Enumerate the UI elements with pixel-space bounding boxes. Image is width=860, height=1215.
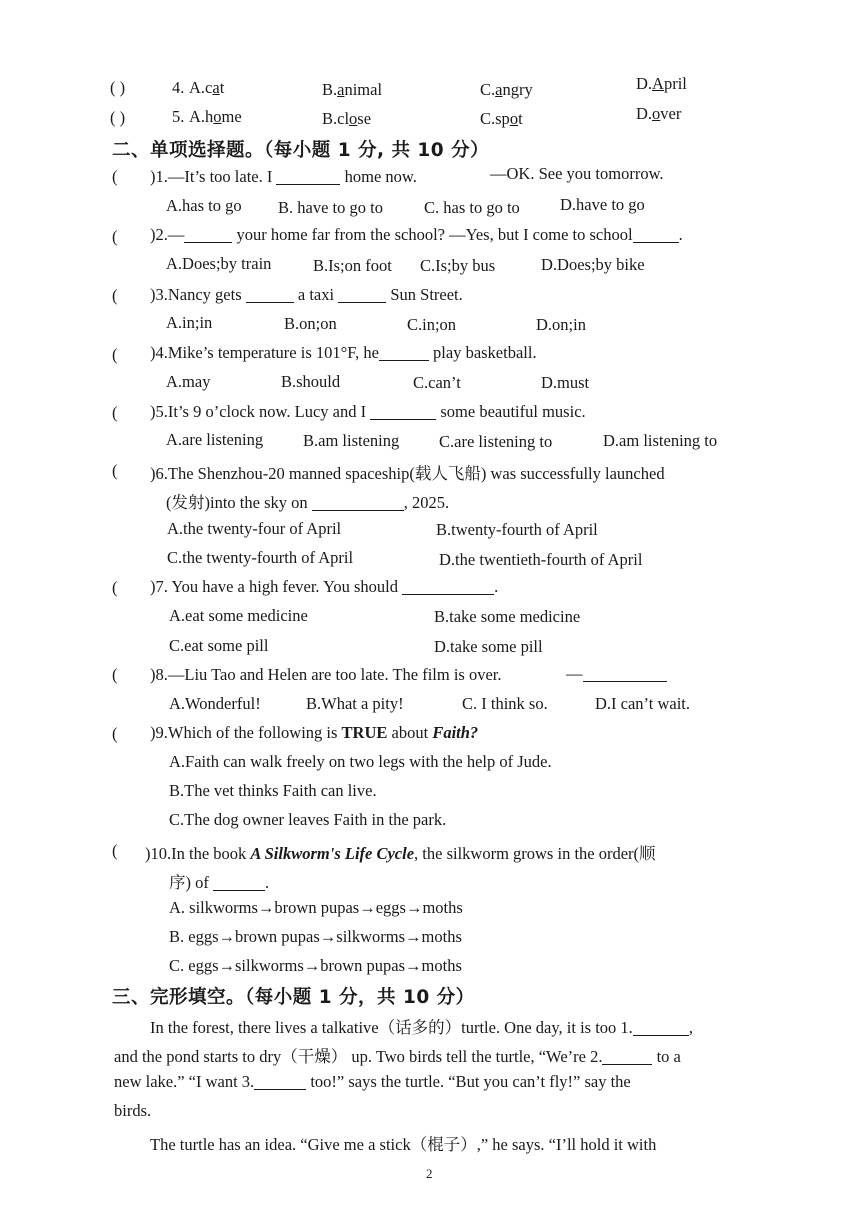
q10-option-c: C. eggs→silkworms→brown pupas→moths — [169, 956, 462, 975]
q10-option-a: A. silkworms→brown pupas→eggs→moths — [169, 898, 463, 917]
option-a: A.home — [189, 107, 242, 126]
passage-line-2: and the pond starts to dry（干燥） up. Two birds tell the turtle, “We’re 2. to a — [114, 1047, 681, 1066]
answer-paren[interactable]: ( — [112, 578, 118, 597]
question-6-stem-line-1: )6.The Shenzhou-20 manned spaceship(载人飞船) was successfully launched — [150, 464, 665, 483]
question-number: 4. — [172, 78, 185, 97]
question-8-reply: — — [566, 664, 667, 684]
answer-blank[interactable] — [213, 874, 265, 892]
question-2-stem: )2.— your home far from the school? —Yes, but I come to school . — [150, 225, 683, 244]
answer-paren[interactable]: ( — [112, 461, 118, 480]
cloze-blank-3[interactable] — [254, 1073, 306, 1091]
question-7-stem: )7. You have a high fever. You should . — [150, 577, 499, 596]
answer-paren[interactable]: ( — [112, 403, 118, 422]
answer-blank[interactable] — [184, 226, 232, 244]
q10-option-b: B. eggs→brown pupas→silkworms→moths — [169, 927, 462, 946]
option-b: B.animal — [322, 80, 383, 99]
page-number: 2 — [426, 1166, 433, 1181]
q1-option-c: C. has to go to — [424, 198, 520, 217]
q6-option-c: C.the twenty-fourth of April — [167, 548, 354, 567]
q5-option-b: B.am listening — [303, 431, 400, 450]
cloze-blank-1[interactable] — [633, 1019, 689, 1037]
q6-option-a: A.the twenty-four of April — [167, 519, 342, 538]
q4-option-c: C.can’t — [413, 373, 461, 392]
q2-option-c: C.Is;by bus — [420, 256, 496, 275]
answer-blank[interactable] — [583, 665, 667, 683]
section-title-cloze: 三、完形填空。（每小题 1 分，共 10 分） — [112, 987, 475, 1008]
answer-paren[interactable]: ( ) — [110, 108, 126, 127]
answer-paren[interactable]: ( — [112, 345, 118, 364]
q9-option-c: C.The dog owner leaves Faith in the park. — [169, 810, 447, 829]
answer-paren[interactable]: ( — [112, 286, 118, 305]
question-8-stem: )8.—Liu Tao and Helen are too late. The film is over. — [150, 665, 502, 684]
question-1-stem: )1.—It’s too late. I home now. — [150, 167, 417, 186]
option-a: A.cat — [189, 78, 225, 97]
q1-option-d: D.have to go — [560, 195, 645, 214]
answer-blank[interactable] — [338, 286, 386, 304]
option-d: D.over — [636, 104, 682, 123]
q3-option-d: D.on;in — [536, 315, 586, 334]
q5-option-c: C.are listening to — [439, 432, 553, 451]
q8-option-a: A.Wonderful! — [169, 694, 261, 713]
section-title-single-choice: 二、单项选择题。（每小题 1 分, 共 10 分） — [112, 140, 490, 161]
question-6-stem-line-2: (发射)into the sky on , 2025. — [166, 493, 450, 512]
answer-blank[interactable] — [379, 344, 429, 362]
question-5-stem: )5.It’s 9 o’clock now. Lucy and I some beautiful music. — [150, 402, 586, 421]
q4-option-a: A.may — [166, 372, 211, 391]
answer-blank[interactable] — [402, 578, 494, 596]
q7-option-b: B.take some medicine — [434, 607, 581, 626]
q4-option-d: D.must — [541, 373, 590, 392]
answer-blank[interactable] — [633, 226, 679, 244]
answer-blank[interactable] — [276, 168, 340, 186]
q2-option-a: A.Does;by train — [166, 254, 272, 273]
answer-paren[interactable]: ( ) — [110, 78, 126, 97]
answer-paren[interactable]: ( — [112, 167, 118, 186]
passage-line-1: In the forest, there lives a talkative（话多的）turtle. One day, it is too 1. , — [150, 1018, 693, 1037]
question-10-stem-line-1: )10.In the book A Silkworm's Life Cycle, the silkworm grows in the order(顺 — [145, 844, 656, 863]
q5-option-a: A.are listening — [166, 430, 264, 449]
cloze-blank-2[interactable] — [602, 1048, 652, 1066]
question-4-stem: )4.Mike’s temperature is 101°F, he play basketball. — [150, 343, 537, 362]
answer-paren[interactable]: ( — [112, 724, 118, 743]
question-9-stem: )9.Which of the following is TRUE about Faith? — [150, 723, 479, 742]
q3-option-c: C.in;on — [407, 315, 457, 334]
passage-line-3: new lake.” “I want 3. too!” says the turtle. “But you can’t fly!” say the — [114, 1072, 631, 1091]
q9-option-a: A.Faith can walk freely on two legs with the help of Jude. — [169, 752, 552, 771]
answer-blank[interactable] — [246, 286, 294, 304]
q3-option-b: B.on;on — [284, 314, 337, 333]
q1-option-a: A.has to go — [166, 196, 242, 215]
q8-option-b: B.What a pity! — [306, 694, 404, 713]
option-b: B.close — [322, 109, 372, 128]
q3-option-a: A.in;in — [166, 313, 213, 332]
answer-blank[interactable] — [370, 403, 436, 421]
question-3-stem: )3.Nancy gets a taxi Sun Street. — [150, 285, 463, 304]
q6-option-b: B.twenty-fourth of April — [436, 520, 598, 539]
q7-option-a: A.eat some medicine — [169, 606, 308, 625]
answer-blank[interactable] — [312, 494, 404, 512]
q5-option-d: D.am listening to — [603, 431, 718, 450]
answer-paren[interactable]: ( — [112, 227, 118, 246]
option-d: D.April — [636, 74, 687, 93]
question-number: 5. — [172, 107, 185, 126]
option-c: C.angry — [480, 80, 533, 99]
q7-option-d: D.take some pill — [434, 637, 543, 656]
question-1-reply: —OK. See you tomorrow. — [490, 164, 664, 183]
q4-option-b: B.should — [281, 372, 341, 391]
q6-option-d: D.the twentieth-fourth of April — [439, 550, 643, 569]
answer-paren[interactable]: ( — [112, 841, 118, 860]
option-c: C.spot — [480, 109, 523, 128]
q1-option-b: B. have to go to — [278, 198, 383, 217]
answer-paren[interactable]: ( — [112, 665, 118, 684]
q8-option-c: C. I think so. — [462, 694, 548, 713]
q8-option-d: D.I can’t wait. — [595, 694, 690, 713]
q2-option-b: B.Is;on foot — [313, 256, 392, 275]
passage-line-5: The turtle has an idea. “Give me a stick（棍子）,” he says. “I’ll hold it with — [150, 1135, 657, 1154]
question-10-stem-line-2: 序) of . — [169, 873, 270, 892]
passage-line-4: birds. — [114, 1101, 152, 1120]
q7-option-c: C.eat some pill — [169, 636, 269, 655]
q2-option-d: D.Does;by bike — [541, 255, 645, 274]
q9-option-b: B.The vet thinks Faith can live. — [169, 781, 377, 800]
